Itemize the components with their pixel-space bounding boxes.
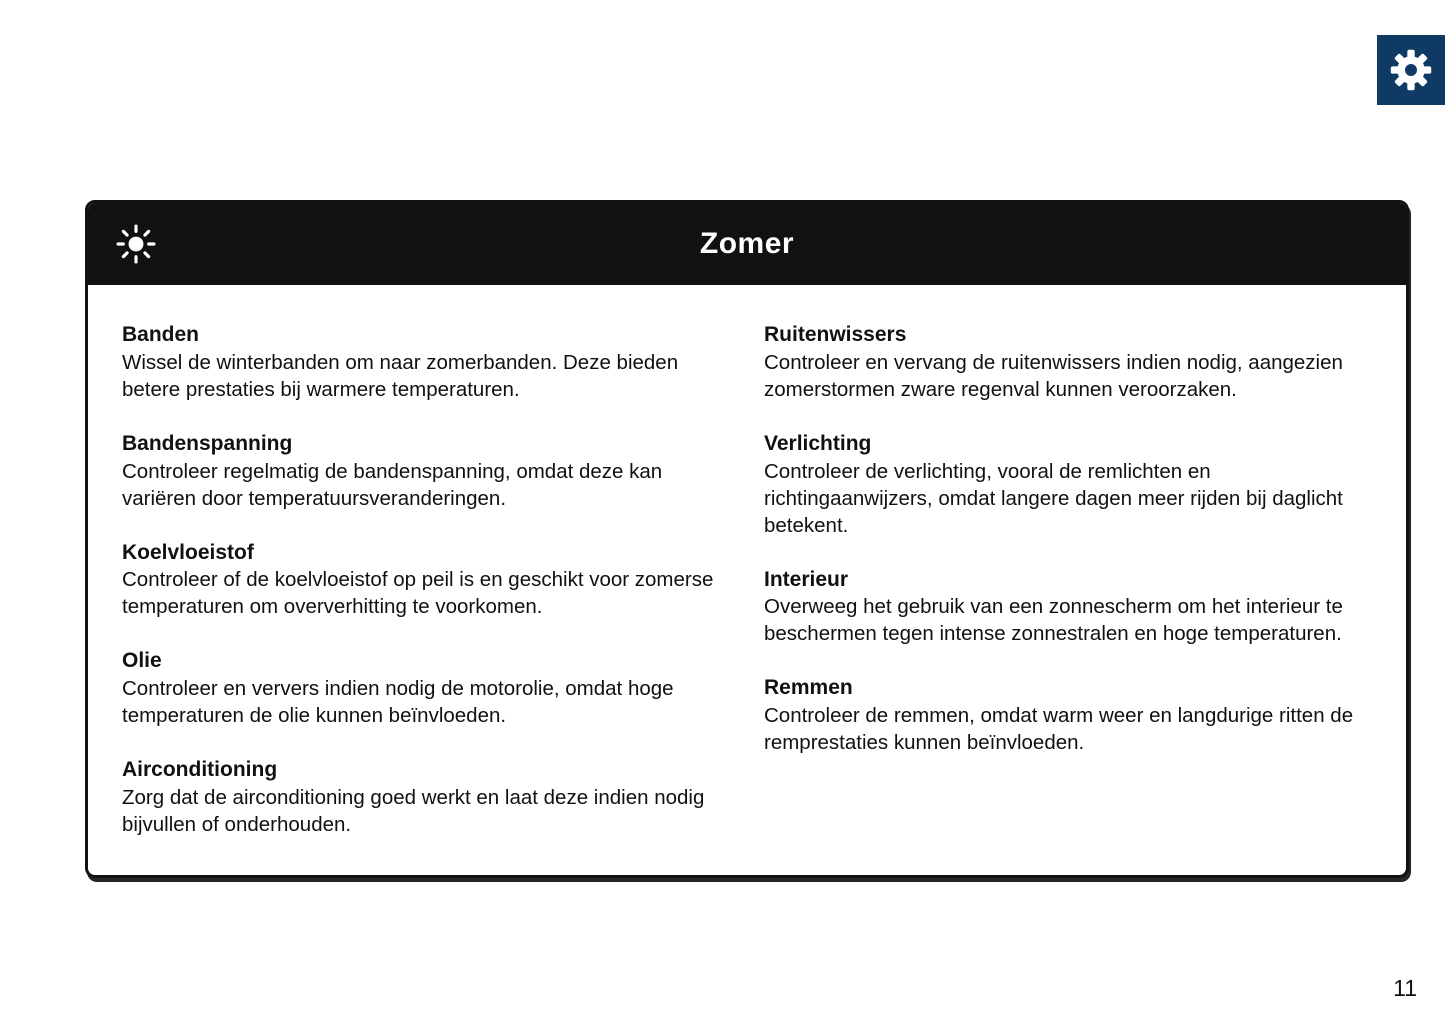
section-heading: Ruitenwissers (764, 323, 907, 346)
column-left (122, 321, 730, 838)
section-bandenspanning (122, 430, 730, 512)
section-body: Controleer regelmatig de bandenspanning, omdat deze kan variëren door temperatuursveranderingen. (122, 459, 663, 510)
summer-checklist-card (85, 200, 1409, 878)
section-heading: Banden (122, 323, 200, 346)
section-airconditioning (122, 756, 730, 838)
card-header (88, 203, 1406, 285)
section-heading: Koelvloeistof (122, 540, 254, 564)
section-verlichting (764, 430, 1372, 539)
section-koelvloeistof (122, 539, 730, 621)
section-banden (122, 321, 730, 403)
section-heading: Bandenspanning (122, 431, 293, 455)
gear-badge (1377, 35, 1445, 105)
section-heading: Remmen (764, 676, 853, 700)
gear-icon-hole (1405, 64, 1417, 76)
card-title: Zomer (699, 227, 795, 260)
column-right (764, 321, 1372, 838)
section-body: Zorg dat de airconditioning goed werkt en laat deze indien nodig bijvullen of onderhouden. (122, 785, 705, 837)
section-heading: Verlichting (764, 431, 872, 455)
section-olie (122, 647, 730, 729)
section-body: Overweeg het gebruik van een zonnescherm om het interieur te beschermen tegen intense zonnestralen en hoge temperaturen. (764, 595, 1343, 646)
section-ruitenwissers (764, 321, 1372, 403)
card-body (88, 285, 1406, 868)
section-heading: Interieur (764, 567, 849, 591)
section-body: Controleer en ververs indien nodig de motorolie, omdat hoge temperaturen de olie kunnen beïnvloeden. (122, 677, 674, 728)
section-body: Controleer de remmen, omdat warm weer en langdurige ritten de remprestaties kunnen beïnvloeden. (764, 704, 1354, 755)
section-interieur (764, 566, 1372, 648)
sun-icon (114, 222, 158, 266)
section-body: Wissel de winterbanden om naar zomerbanden. Deze bieden betere prestaties bij warmere temperaturen. (122, 350, 679, 401)
section-body: Controleer of de koelvloeistof op peil is en geschikt voor zomerse temperaturen om oververhitting te voorkomen. (122, 568, 714, 619)
section-body: Controleer de verlichting, vooral de remlichten en richtingaanwijzers, omdat langere dagen meer rijden bij daglicht betekent. (764, 459, 1343, 537)
section-heading: Olie (122, 649, 162, 673)
section-body: Controleer en vervang de ruitenwissers indien nodig, aangezien zomerstormen zware regenval kunnen veroorzaken. (764, 350, 1343, 401)
page-number: 11 (1393, 975, 1417, 1001)
section-remmen (764, 674, 1372, 756)
section-heading: Airconditioning (122, 758, 278, 782)
gear-icon (1388, 47, 1434, 93)
